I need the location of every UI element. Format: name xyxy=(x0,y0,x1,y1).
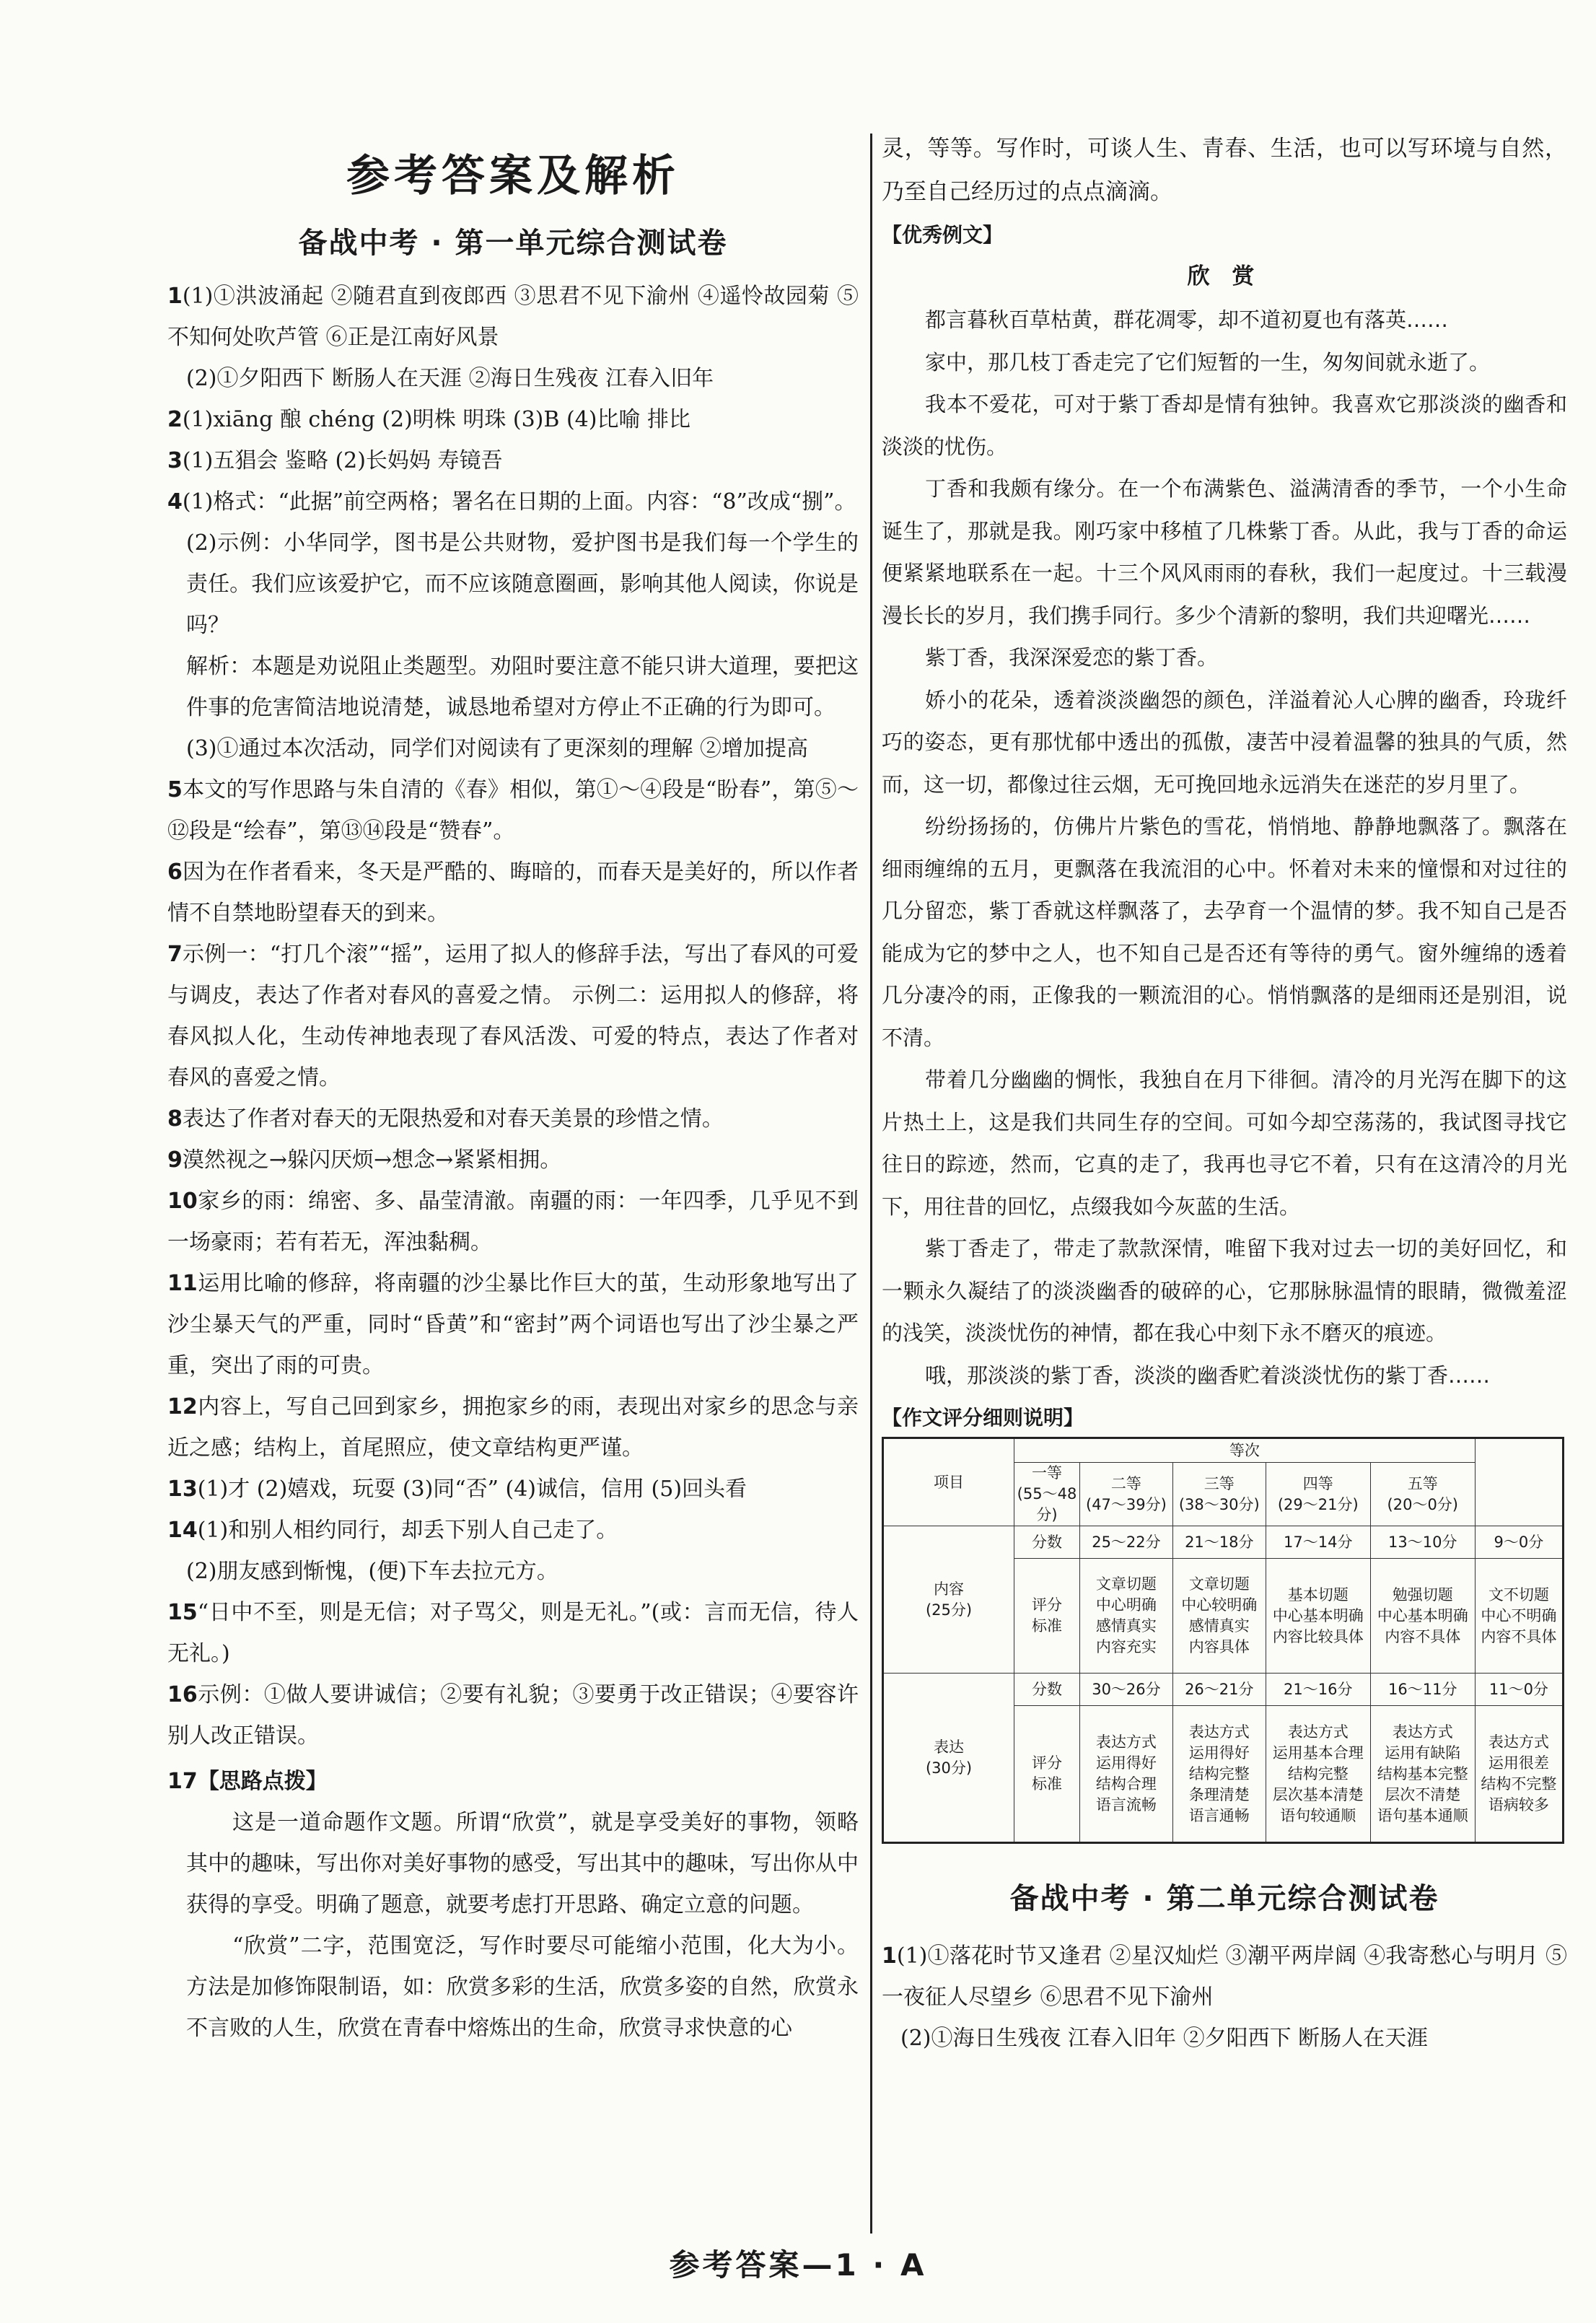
unit1-answer-item xyxy=(167,481,859,522)
question-number: 15 xyxy=(167,1600,198,1625)
rubric-score: 21～18分 xyxy=(1172,1526,1266,1559)
grading-rubric-table xyxy=(882,1437,1564,1844)
answer-text: 示例：①做人要讲诚信；②要有礼貌；③要勇于改正错误；④要容许别人改正错误。 xyxy=(167,1682,859,1749)
essay-paragraph: 娇小的花朵，透着淡淡幽怨的颜色，洋溢着沁人心脾的幽香，玲珑纤巧的姿态，更有那忧郁中透出的孤傲，凄苦中浸着温馨的独具的气质，然而，这一切，都像过往云烟，无可挽回地永远消失在迷茫的岁月里了。 xyxy=(882,687,1567,797)
unit1-answer-item xyxy=(167,1551,859,1592)
answer-text: 示例一：“打几个滚”“摇”，运用了拟人的修辞手法，写出了春风的可爱与调皮，表达了作者对春风的喜爱之情。 示例二：运用拟人的修辞，将春风拟人化，生动传神地表现了春风活泼、可爱的特点，表达了作者对春风的喜爱之情。 xyxy=(167,942,859,1090)
rubric-score: 30～26分 xyxy=(1080,1674,1173,1706)
rubric-score: 17～14分 xyxy=(1266,1526,1370,1559)
essay-paragraph: 丁香和我颇有缘分。在一个布满紫色、溢满清香的季节，一个小生命诞生了，那就是我。刚巧家中移植了几株紫丁香。从此，我与丁香的命运便紧紧地联系在一起。十三个风风雨雨的春秋，我们一起度过。十三载漫漫长长的岁月，我们携手同行。多少个清新的黎明，我们共迎曙光…… xyxy=(882,476,1567,628)
rubric-criteria-label: 评分 标准 xyxy=(1014,1559,1080,1674)
answer-text: 家乡的雨：绵密、多、晶莹清澈。南疆的雨：一年四季，几乎见不到一场豪雨；若有若无，浑浊黏稠。 xyxy=(167,1189,859,1255)
answer-text: (2)①夕阳西下 断肠人在天涯 ②海日生残夜 江春入旧年 xyxy=(186,366,714,391)
essay-paragraph: 紫丁香，我深深爱恋的紫丁香。 xyxy=(925,645,1219,670)
column-divider xyxy=(870,134,872,2234)
question-number: 2 xyxy=(167,407,183,432)
answer-text: (1)xiāng 酿 chéng (2)明株 明珠 (3)B (4)比喻 排比 xyxy=(182,407,690,432)
rubric-criteria: 文章切题 中心明确 感情真实 内容充实 xyxy=(1080,1559,1173,1674)
right-column xyxy=(882,127,1567,2059)
unit1-answer-item xyxy=(167,1510,859,1551)
rubric-criteria-label: 评分 标准 xyxy=(1014,1706,1080,1843)
rubric-criteria: 基本切题 中心基本明确 内容比较具体 xyxy=(1266,1559,1370,1674)
answer-text: “日中不至，则是无信；对子骂父，则是无礼。”(或：言而无信，待人无礼。) xyxy=(167,1600,859,1666)
unit1-answer-item xyxy=(167,276,859,358)
rubric-criteria: 文章切题 中心较明确 感情真实 内容具体 xyxy=(1172,1559,1266,1674)
question-number: 1 xyxy=(167,284,183,309)
rubric-expr-score-row xyxy=(883,1674,1564,1706)
answer-text: (1)和别人相约同行，却丢下别人自己走了。 xyxy=(197,1518,618,1543)
answer-text: (1)才 (2)嬉戏，玩耍 (3)同“否” (4)诚信，信用 (5)回头看 xyxy=(197,1477,747,1502)
answer-text: (1)五猖会 鉴略 (2)长妈妈 寿镜吾 xyxy=(182,448,503,473)
unit1-answer-item xyxy=(167,440,859,481)
left-column xyxy=(167,220,859,2049)
essay-paragraph: 紫丁香走了，带走了款款深情，唯留下我对过去一切的美好回忆，和一颗永久凝结了的淡淡幽香的破碎的心，它那脉脉温情的眼睛，微微羞涩的浅笑，淡淡忧伤的神情，都在我心中刻下永不磨灭的痕迹。 xyxy=(882,1236,1567,1345)
unit1-answer-item xyxy=(167,1469,859,1510)
page-footer: 参考答案—1 · A xyxy=(669,2247,927,2283)
rubric-score: 21～16分 xyxy=(1266,1674,1370,1706)
answer-text: 运用比喻的修辞，将南疆的沙尘暴比作巨大的茧，生动形象地写出了沙尘暴天气的严重，同时“昏黄”和“密封”两个词语也写出了沙尘暴之严重，突出了雨的可贵。 xyxy=(167,1271,859,1378)
rubric-criteria: 勉强切题 中心基本明确 内容不具体 xyxy=(1370,1559,1475,1674)
answer-text: (2)①海日生残夜 江春入旧年 ②夕阳西下 断肠人在天涯 xyxy=(900,2026,1429,2051)
rubric-content-score-row xyxy=(883,1526,1564,1559)
q17-continuation: 灵，等等。写作时，可谈人生、青春、生活，也可以写环境与自然，乃至自己经历过的点点滴滴。 xyxy=(882,136,1567,205)
example-essay xyxy=(882,299,1567,1396)
q17-para-1: 这是一道命题作文题。所谓“欣赏”，就是享受美好的事物，领略其中的趣味，写出你对美好事物的感受，写出其中的趣味，写出你从中获得的享受。明确了题意，就要考虑打开思路、确定立意的问题。 xyxy=(186,1810,859,1917)
essay-title: 欣 赏 xyxy=(1187,263,1262,289)
question-number: 3 xyxy=(167,448,183,473)
unit2-answer-item xyxy=(882,2018,1567,2059)
example-essay-tag: 【优秀例文】 xyxy=(882,223,1004,247)
answer-text: (1)①落花时节又逢君 ②星汉灿烂 ③潮平两岸阔 ④我寄愁心与明月 ⑤一夜征人尽望乡 ⑥思君不见下渝州 xyxy=(882,1943,1567,2010)
q17-number: 17 xyxy=(167,1769,198,1794)
q17-tag: 【思路点拨】 xyxy=(197,1769,328,1794)
unit1-answer-item xyxy=(167,1098,859,1139)
rubric-score: 13～10分 xyxy=(1370,1526,1475,1559)
unit1-answer-item xyxy=(167,728,859,769)
rubric-level: 四等 (29～21分) xyxy=(1266,1463,1370,1526)
unit1-answer-item xyxy=(167,646,859,728)
unit1-answer-item xyxy=(167,934,859,1098)
unit1-answer-item xyxy=(167,399,859,440)
rubric-level-header: 等次 xyxy=(1014,1438,1476,1463)
unit1-answers xyxy=(167,276,859,1757)
question-number: 12 xyxy=(167,1394,198,1419)
page-title: 参考答案及解析 xyxy=(346,151,680,201)
rubric-content-label: 内容 (25分) xyxy=(883,1526,1014,1674)
unit1-title: 备战中考 · 第一单元综合测试卷 xyxy=(298,227,728,260)
unit1-answer-item xyxy=(167,1592,859,1674)
unit1-answer-item xyxy=(167,1263,859,1386)
unit1-answer-item xyxy=(167,769,859,852)
unit1-answer-item xyxy=(167,358,859,399)
answer-text: (2)示例：小华同学，图书是公共财物，爱护图书是我们每一个学生的责任。我们应该爱护它，而不应该随意圈画，影响其他人阅读，你说是吗？ xyxy=(186,530,859,638)
answer-text: 表达了作者对春天的无限热爱和对春天美景的珍惜之情。 xyxy=(182,1106,724,1132)
answer-text: (1)格式：“此据”前空两格；署名在日期的上面。内容：“8”改成“捌”。 xyxy=(182,489,856,515)
unit1-answer-item xyxy=(167,522,859,646)
unit1-answer-item xyxy=(167,1181,859,1263)
question-number: 7 xyxy=(167,942,183,967)
unit1-answer-item xyxy=(167,852,859,934)
rubric-tag: 【作文评分细则说明】 xyxy=(882,1406,1084,1430)
answer-text: (3)①通过本次活动，同学们对阅读有了更深刻的理解 ②增加提高 xyxy=(186,736,809,761)
rubric-score: 9～0分 xyxy=(1475,1526,1563,1559)
answer-text: 因为在作者看来，冬天是严酷的、晦暗的，而春天是美好的，所以作者情不自禁地盼望春天的到来。 xyxy=(167,859,859,926)
question-number: 1 xyxy=(882,1943,897,1969)
answer-text: 解析：本题是劝说阻止类题型。劝阻时要注意不能只讲大道理，要把这件事的危害简洁地说清楚，诚恳地希望对方停止不正确的行为即可。 xyxy=(186,654,859,720)
q17-header xyxy=(167,1761,859,1802)
question-number: 4 xyxy=(167,489,183,515)
answer-text: (2)朋友感到惭愧，(便)下车去拉元方。 xyxy=(186,1559,558,1584)
answer-text: 本文的写作思路与朱自清的《春》相似，第①～④段是“盼春”，第⑤～⑫段是“绘春”，第⑬⑭段是“赞春”。 xyxy=(167,777,859,844)
rubric-item-header: 项目 xyxy=(883,1438,1014,1526)
rubric-criteria: 表达方式 运用得好 结构完整 条理清楚 语言通畅 xyxy=(1172,1706,1266,1843)
rubric-criteria: 文不切题 中心不明确 内容不具体 xyxy=(1475,1559,1563,1674)
rubric-score: 25～22分 xyxy=(1080,1526,1173,1559)
question-number: 16 xyxy=(167,1682,198,1707)
unit2-answers xyxy=(882,1935,1567,2059)
rubric-score: 11～0分 xyxy=(1475,1674,1563,1706)
unit2-title: 备战中考 · 第二单元综合测试卷 xyxy=(1009,1882,1439,1915)
question-number: 14 xyxy=(167,1518,198,1543)
question-number: 8 xyxy=(167,1106,183,1132)
question-number: 5 xyxy=(167,777,183,802)
answer-text: 内容上，写自己回到家乡，拥抱家乡的雨，表现出对家乡的思念与亲近之感；结构上，首尾照应，使文章结构更严谨。 xyxy=(167,1394,859,1461)
essay-paragraph: 家中，那几枝丁香走完了它们短暂的一生，匆匆间就永逝了。 xyxy=(925,349,1491,375)
unit2-answer-item xyxy=(882,1935,1567,2018)
rubric-level: 二等 (47～39分) xyxy=(1080,1463,1173,1526)
question-number: 10 xyxy=(167,1189,198,1214)
question-number: 6 xyxy=(167,859,183,885)
essay-paragraph: 带着几分幽幽的惆怅，我独自在月下徘徊。清冷的月光泻在脚下的这片热土上，这是我们共同生存的空间。可如今却空荡荡的，我试图寻找它往日的踪迹，然而，它真的走了，我再也寻它不着，只有在这清冷的月光下，用往昔的回忆，点缀我如今灰蓝的生活。 xyxy=(882,1067,1567,1219)
rubric-criteria: 表达方式 运用很差 结构不完整 语病较多 xyxy=(1475,1706,1563,1843)
rubric-expr-label: 表达 (30分) xyxy=(883,1674,1014,1843)
essay-paragraph: 都言暮秋百草枯黄，群花凋零，却不道初夏也有落英…… xyxy=(925,307,1449,332)
rubric-level: 五等 (20～0分) xyxy=(1370,1463,1475,1526)
rubric-score: 26～21分 xyxy=(1172,1674,1266,1706)
rubric-criteria: 表达方式 运用得好 结构合理 语言流畅 xyxy=(1080,1706,1173,1843)
unit1-answer-item xyxy=(167,1674,859,1757)
answer-text: (1)①洪波涌起 ②随君直到夜郎西 ③思君不见下渝州 ④遥怜故园菊 ⑤不知何处吹芦管 ⑥正是江南好风景 xyxy=(167,284,859,350)
rubric-score-label: 分数 xyxy=(1014,1526,1080,1559)
unit1-answer-item xyxy=(167,1139,859,1181)
answer-text: 漠然视之→躲闪厌烦→想念→紧紧相拥。 xyxy=(182,1147,562,1173)
essay-paragraph: 哦，那淡淡的紫丁香，淡淡的幽香贮着淡淡忧伤的紫丁香…… xyxy=(925,1362,1491,1388)
question-number: 13 xyxy=(167,1477,198,1502)
essay-paragraph: 纷纷扬扬的，仿佛片片紫色的雪花，悄悄地、静静地飘落了。飘落在细雨缠绵的五月，更飘落在我流泪的心中。怀着对未来的憧憬和对过往的几分留恋，紫丁香就这样飘落了，去孕育一个温情的梦。我不知自己是否能成为它的梦中之人，也不知自己是否还有等待的勇气。窗外缠绵的透着几分凄冷的雨，正像我的一颗流泪的心。悄悄飘落的是细雨还是别泪，说不清。 xyxy=(882,814,1567,1050)
unit1-answer-item xyxy=(167,1386,859,1469)
rubric-criteria: 表达方式 运用有缺陷 结构基本完整 层次不清楚 语句基本通顺 xyxy=(1370,1706,1475,1843)
question-number: 11 xyxy=(167,1271,198,1296)
rubric-score: 16～11分 xyxy=(1370,1674,1475,1706)
q17-para-2: “欣赏”二字，范围宽泛，写作时要尽可能缩小范围，化大为小。方法是加修饰限制语，如：欣赏多彩的生活，欣赏多姿的自然，欣赏永不言败的人生，欣赏在青春中熔炼出的生命，欣赏寻求快意的心 xyxy=(186,1933,859,2041)
rubric-criteria: 表达方式 运用基本合理 结构完整 层次基本清楚 语句较通顺 xyxy=(1266,1706,1370,1843)
rubric-level: 一等 (55～48分) xyxy=(1014,1463,1080,1526)
question-number: 9 xyxy=(167,1147,183,1173)
rubric-score-label: 分数 xyxy=(1014,1674,1080,1706)
essay-paragraph: 我本不爱花，可对于紫丁香却是情有独钟。我喜欢它那淡淡的幽香和淡淡的忧伤。 xyxy=(882,392,1567,459)
rubric-level: 三等 (38～30分) xyxy=(1172,1463,1266,1526)
